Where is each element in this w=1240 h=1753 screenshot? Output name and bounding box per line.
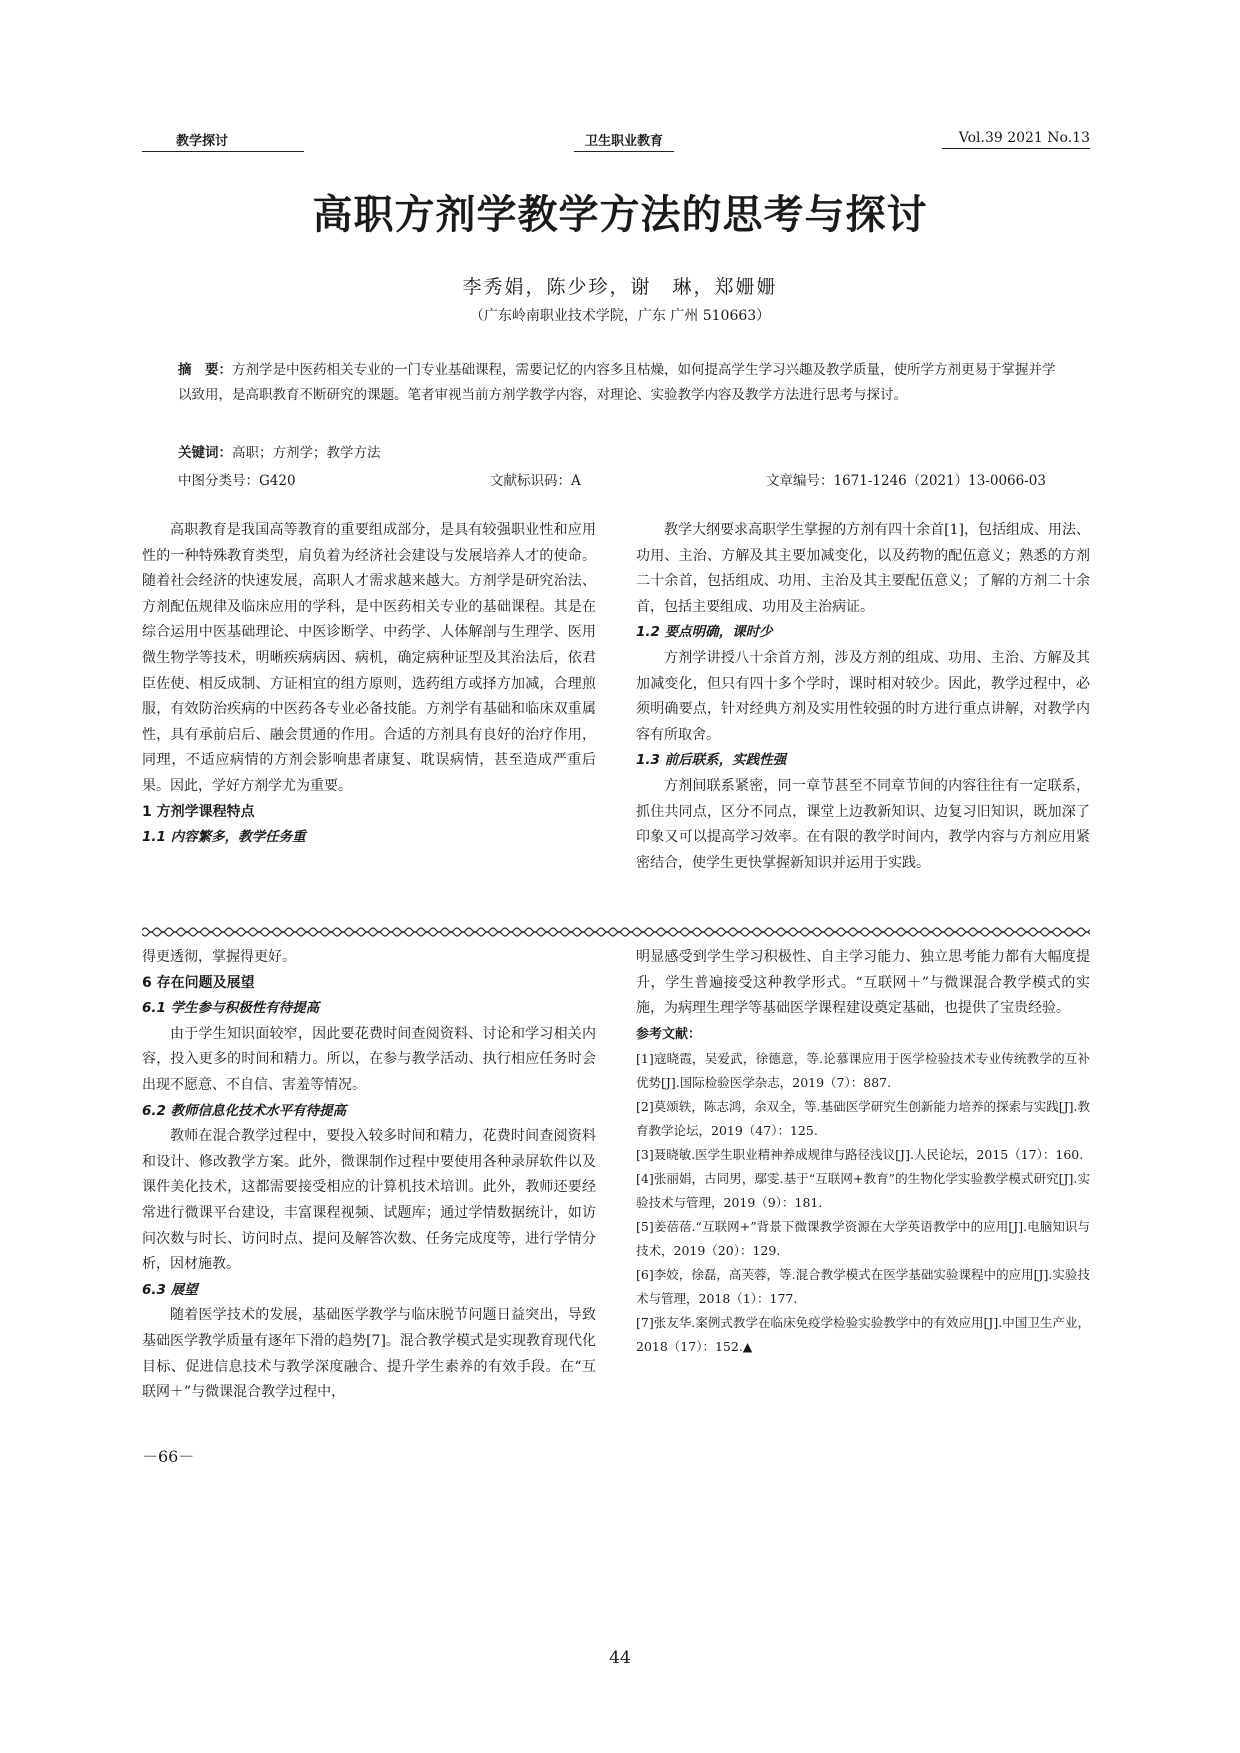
keywords-text: 高职；方剂学；教学方法 — [232, 445, 381, 461]
paragraph-6-3: 随着医学技术的发展，基础医学教学与临床脱节问题日益突出，导致基础医学教学质量有逐年下滑的趋势[7]。混合教学模式是实现教育现代化目标、促进信息技术与教学深度融合、提升学生素养的有效手段。在“互联网＋”与微课混合教学过程中， — [142, 1307, 596, 1401]
paragraph-1-1: 教学大纲要求高职学生掌握的方剂有四十余首[1]，包括组成、用法、功用、主治、方解及其主要加减变化，以及药物的配伍意义；熟悉的方剂二十余首，包括组成、功用、主治及其主要配伍意义；了解的方剂二十余首，包括主要组成、功用及主治病证。 — [636, 522, 1090, 615]
continuation-paragraph: 得更透彻，掌握得更好。 — [142, 949, 296, 965]
subsection-heading-6-2: 6.2 教师信息化技术水平有待提高 — [142, 1102, 347, 1119]
clc-number: 中图分类号：G420 — [178, 473, 296, 489]
reference-item: [4]张丽娟，古同男，鄢雯.基于“互联网+教育”的生物化学实验教学模式研究[J].实验技术与管理，2019（9）：181. — [636, 1171, 1090, 1211]
reference-item: [6]李姣，徐磊，高芙蓉，等.混合教学模式在医学基础实验课程中的应用[J].实验技术与管理，2018（1）：177. — [636, 1267, 1090, 1307]
abstract-text: 方剂学是中医药相关专业的一门专业基础课程，需要记忆的内容多且枯燥，如何提高学生学习兴趣及教学质量，使所学方剂更易于掌握并学以致用，是高职教育不断研究的课题。笔者审视当前方剂学教学内容，对理论、实验教学内容及教学方法进行思考与探讨。 — [178, 362, 1056, 403]
paper-title: 高职方剂学教学方法的思考与探讨 — [312, 192, 928, 238]
subsection-heading-1-2: 1.2 要点明确，课时少 — [636, 624, 773, 641]
wave-separator — [142, 925, 1090, 939]
running-header-journal: 卫生职业教育 — [574, 130, 674, 152]
paragraph-1-2: 方剂学讲授八十余首方剂，涉及方剂的组成、功用、主治、方解及其加减变化，但只有四十多个学时，课时相对较少。因此，教学过程中，必须明确要点，针对经典方剂及实用性较强的时方进行重点讲解，对教学内容有所取舍。 — [636, 649, 1090, 743]
abstract — [178, 358, 1062, 408]
running-header-volume: Vol.39 2021 No.13 — [942, 130, 1090, 149]
reference-item: [7]张友华.案例式教学在临床免疫学检验实验教学中的有效应用[J].中国卫生产业，2018（17）：152.▲ — [636, 1315, 1090, 1355]
page-number: －66－ — [142, 1447, 195, 1466]
keywords-label: 关键词： — [178, 445, 232, 461]
reference-item: [2]莫颂轶，陈志鸿，余双全，等.基础医学研究生创新能力培养的探索与实践[J].教育教学论坛，2019（47）：125. — [636, 1099, 1090, 1139]
top-right-column — [636, 518, 1090, 876]
bottom-left-column — [142, 945, 596, 1406]
subsection-heading-6-3: 6.3 展望 — [142, 1281, 198, 1298]
reference-list — [636, 1047, 1090, 1359]
reference-item: [3]聂晓敏.医学生职业精神养成规律与路径浅议[J].人民论坛，2015（17）：160. — [636, 1147, 1084, 1163]
section-heading-6: 6 存在问题及展望 — [142, 974, 255, 991]
intro-paragraph: 高职教育是我国高等教育的重要组成部分，是具有较强职业性和应用性的一种特殊教育类型，肩负着为经济社会建设与发展培养人才的使命。随着社会经济的快速发展，高职人才需求越来越大。方剂学是研究治法、方剂配伍规律及临床应用的学科，是中医药相关专业的基础课程。其是在综合运用中医基础理论、中医诊断学、中药学、人体解剖与生理学、医用微生物学等技术，明晰疾病病因、病机，确定病种证型及其治法后，依君臣佐使、相反成制、方证相宜的组方原则，选药组方或择方加减，合理煎服，有效防治疾病的中医药各专业必备技能。方剂学有基础和临床双重属性，具有承前启后、融会贯通的作用。合适的方剂具有良好的治疗作用，同理，不适应病情的方剂会影响患者康复、耽误病情，甚至造成严重后果。因此，学好方剂学尤为重要。 — [142, 522, 596, 794]
keywords — [178, 441, 381, 461]
footer-number: 44 — [609, 1648, 631, 1668]
section-heading-1: 1 方剂学课程特点 — [142, 803, 255, 820]
running-header-section: 教学探讨 — [142, 130, 304, 152]
subsection-heading-6-1: 6.1 学生参与积极性有待提高 — [142, 1000, 320, 1017]
continuation-paragraph-right: 明显感受到学生学习积极性、自主学习能力、独立思考能力都有大幅度提升，学生普遍接受这种教学形式。“互联网＋”与微课混合教学模式的实施，为病理生理学等基础医学课程建设奠定基础，也提供了宝贵经验。 — [636, 949, 1090, 1017]
authors: 李秀娟，陈少珍，谢 琳，郑姗姗 — [462, 276, 778, 298]
references-title: 参考文献： — [636, 1026, 702, 1042]
paragraph-1-3: 方剂间联系紧密，同一章节甚至不同章节间的内容往往有一定联系，抓住共同点，区分不同点，课堂上边教新知识、边复习旧知识，既加深了印象又可以提高学习效率。在有限的教学时间内，教学内容与方剂应用紧密结合，使学生更快掌握新知识并运用于实践。 — [636, 777, 1090, 871]
reference-item: [5]姜蓓蓓.“互联网+”背景下微课教学资源在大学英语教学中的应用[J].电脑知识与技术，2019（20）：129. — [636, 1219, 1090, 1259]
bottom-right-column — [636, 945, 1090, 1359]
paragraph-6-1: 由于学生知识面较窄，因此要花费时间查阅资料、讨论和学习相关内容，投入更多的时间和精力。所以，在参与教学活动、执行相应任务时会出现不愿意、不自信、害羞等情况。 — [142, 1025, 596, 1093]
reference-item: [1]寇晓霞，吴爱武，徐德意，等.论慕课应用于医学检验技术专业传统教学的互补优势[J].国际检验医学杂志，2019（7）：887. — [636, 1051, 1090, 1091]
article-number: 文章编号：1671-1246（2021）13-0066-03 — [766, 473, 1046, 489]
subsection-heading-1-1: 1.1 内容繁多，教学任务重 — [142, 829, 306, 846]
top-left-column — [142, 518, 596, 851]
affiliation: （广东岭南职业技术学院，广东 广州 510663） — [469, 308, 771, 324]
paragraph-6-2: 教师在混合教学过程中，要投入较多时间和精力，花费时间查阅资料和设计、修改教学方案。此外，微课制作过程中要使用各种录屏软件以及课件美化技术，这都需要接受相应的计算机技术培训。此外，教师还要经常进行微课平台建设，丰富课程视频、试题库；通过学情数据统计，如访问次数与时长、访问时点、提问及解答次数、任务完成度等，进行学情分析，因材施教。 — [142, 1128, 596, 1273]
subsection-heading-1-3: 1.3 前后联系，实践性强 — [636, 752, 787, 769]
abstract-label: 摘 要： — [178, 362, 232, 378]
document-code: 文献标识码：A — [490, 473, 581, 489]
